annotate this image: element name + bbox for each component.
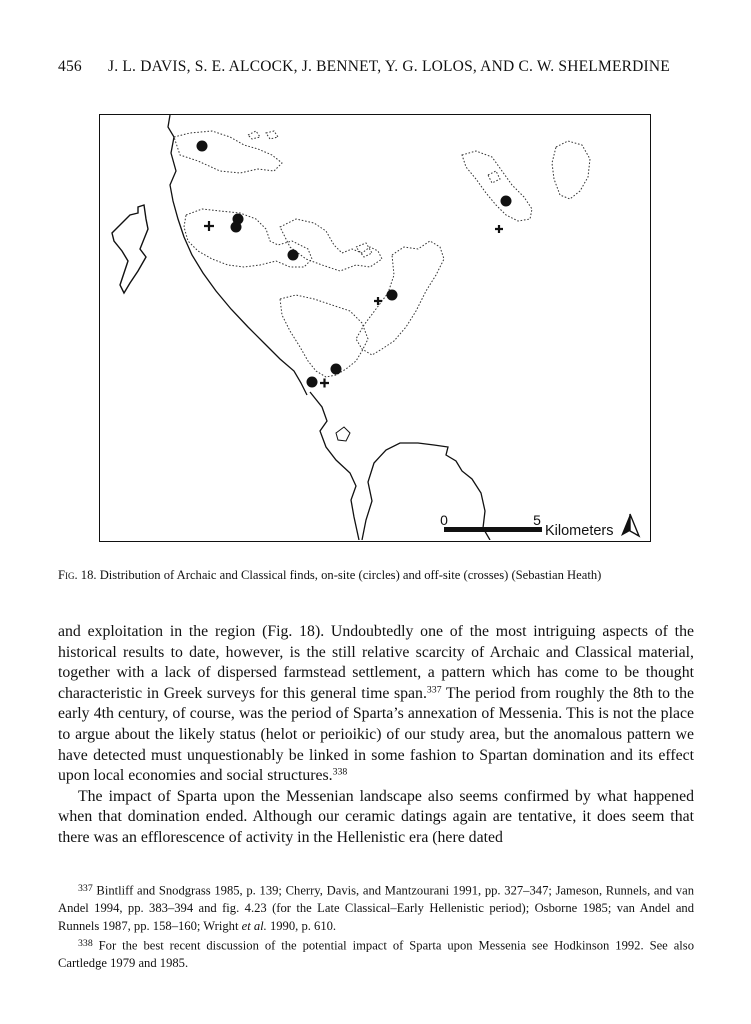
map-svg xyxy=(100,115,649,540)
offsite-finds xyxy=(204,221,503,388)
onsite-find-marker xyxy=(501,196,512,207)
onsite-find-marker xyxy=(331,364,342,375)
figure-map xyxy=(99,114,651,542)
onsite-finds xyxy=(197,141,512,388)
survey-area-south-strip xyxy=(280,295,368,377)
page-number: 456 xyxy=(58,58,82,75)
offsite-find-marker xyxy=(374,297,382,305)
footnote-337-text-b: 1990, p. 610. xyxy=(266,918,337,933)
footnote-337-etal: et al. xyxy=(241,918,267,933)
survey-area-far-east-ne xyxy=(552,141,590,199)
paragraph-2: The impact of Sparta upon the Messenian landscape also seems confirmed by what happened when that domination ended. Although our ceramic datings again are tentative, it does seem that there was an efflorescence of activity in the Hellenistic era (here dated xyxy=(58,787,694,846)
survey-area-east-fragment xyxy=(356,243,372,257)
figure-label: Fig. 18. xyxy=(58,568,97,582)
scale-label-five: 5 xyxy=(533,512,541,528)
scale-unit-label: Kilometers xyxy=(545,523,614,539)
survey-area-north-islet-1 xyxy=(248,131,260,139)
onsite-find-marker xyxy=(197,141,208,152)
onsite-find-marker xyxy=(387,290,398,301)
offsite-find-marker xyxy=(320,379,329,388)
onsite-find-marker xyxy=(288,250,299,261)
survey-area-far-east-islet xyxy=(488,171,500,183)
peninsula-coastline xyxy=(310,392,359,540)
bay-islet xyxy=(336,427,350,441)
offsite-find-marker xyxy=(495,225,503,233)
figure-caption-text: Distribution of Archaic and Classical finds, on-site (circles) and off-site (crosses) (Sebastian Heath) xyxy=(99,568,602,582)
survey-area-far-east xyxy=(462,151,532,221)
bay-shore xyxy=(362,443,490,540)
body-text xyxy=(58,622,694,849)
note-ref-338: 338 xyxy=(332,766,348,778)
footnote-337-mark: 337 xyxy=(78,883,93,894)
paragraph-1 xyxy=(58,622,694,787)
paragraph-1-part-b: The period from roughly the 8th to the early 4th century, of course, was the period of Sparta’s annexation of Messenia. This is not the place to argue about the likely status (helot or perioikic) of our study area, but the anomalous pattern we have detected must unquestionably be linked in some fashion to Spartan domination and its effect upon local economies and social structures. xyxy=(58,684,694,785)
footnote-337 xyxy=(58,880,694,935)
mainland-coastline xyxy=(168,115,307,395)
survey-area-north-islet-2 xyxy=(266,131,278,139)
onsite-find-marker xyxy=(231,222,242,233)
north-arrow-icon xyxy=(621,514,639,536)
survey-area-north xyxy=(174,131,282,173)
author-list: J. L. DAVIS, S. E. ALCOCK, J. BENNET, Y. G. LOLOS, AND C. W. SHELMERDINE xyxy=(108,58,670,75)
paragraph-1-part-a: and exploitation in the region (Fig. 18). Undoubtedly one of the most intriguing aspects of the historical results to date, however, is the still relative scarcity of Archaic and Classical material, together with a lack of dispersed farmstead settlement, a pattern which has come to be thought characteristic in Greek surveys for this general time span. xyxy=(58,623,694,702)
offshore-island xyxy=(112,205,148,293)
running-header xyxy=(58,58,698,76)
footnote-337-text-a: Bintliff and Snodgrass 1985, p. 139; Cherry, Davis, and Mantzourani 1991, pp. 327–347; Jameson, Runnels, and van Andel 1994, pp. 383–394 and fig. 4.23 (for the Late Classical–Early Hellenistic period); Osborne 1985; van Andel and Runnels 1987, pp. 158–160; Wright xyxy=(58,883,694,933)
note-ref-337: 337 xyxy=(426,684,442,696)
footnote-338 xyxy=(58,935,694,973)
figure-caption xyxy=(58,568,698,583)
onsite-find-marker xyxy=(307,377,318,388)
survey-area-ridge xyxy=(280,219,382,271)
offsite-find-marker xyxy=(204,221,214,231)
scale-bar xyxy=(444,527,542,532)
footnote-338-mark: 338 xyxy=(78,938,93,950)
scale-label-zero: 0 xyxy=(440,512,448,528)
survey-area-east xyxy=(356,241,444,355)
footnotes xyxy=(58,880,694,973)
footnote-338-text: For the best recent discussion of the potential impact of Sparta upon Messenia see Hodkinson 1992. See also Cartledge 1979 and 1985. xyxy=(58,938,694,971)
